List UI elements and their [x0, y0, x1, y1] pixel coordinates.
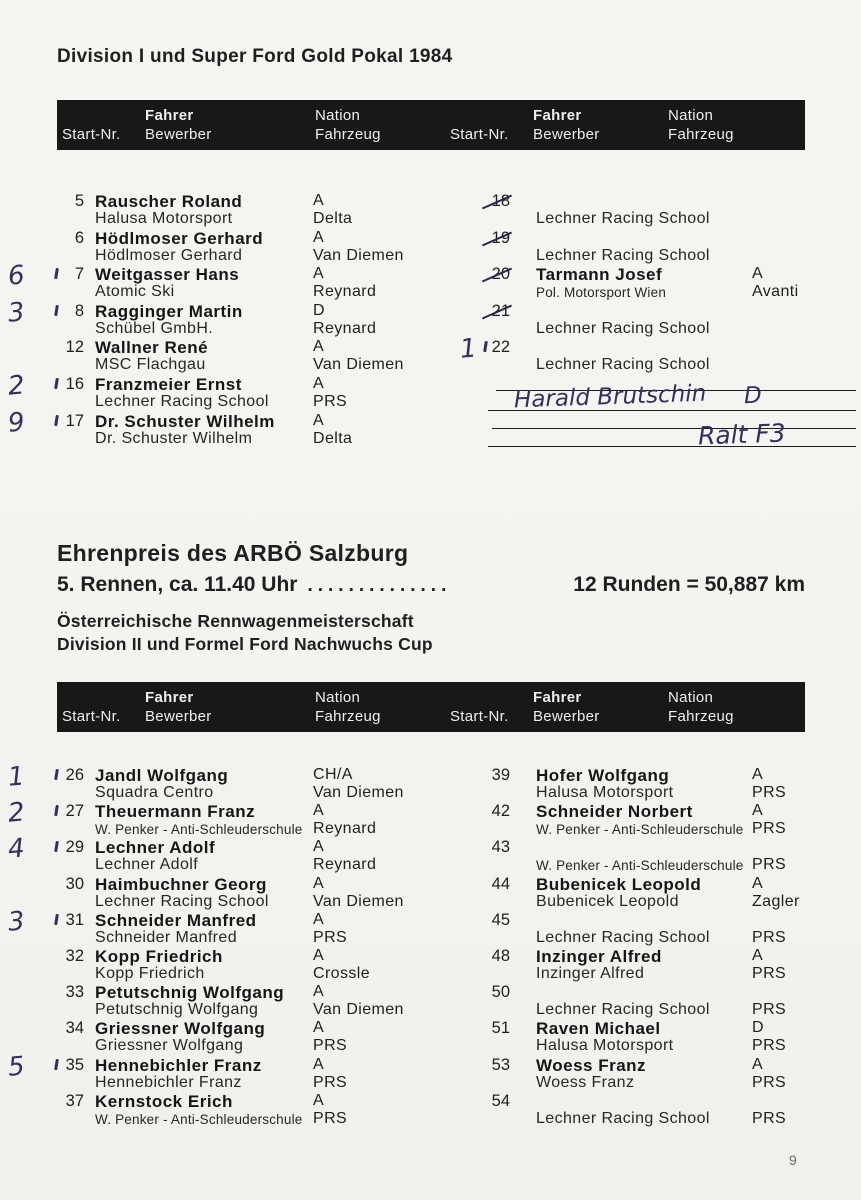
entrant-name: Inzinger Alfred [536, 965, 645, 982]
header-fahrzeug: Fahrzeug [315, 126, 381, 143]
car-name: PRS [313, 393, 348, 410]
handwritten-car: Ralt F3 [697, 418, 787, 451]
entry-row [430, 766, 861, 803]
car-name: Van Diemen [313, 784, 404, 801]
driver-name: Haimbuchner Georg [95, 874, 267, 894]
start-number: 51 [491, 1019, 510, 1038]
driver-name: Schneider Manfred [95, 910, 257, 930]
nation-code: A [752, 802, 764, 820]
entry-row [430, 1019, 861, 1056]
car-name: PRS [313, 1109, 348, 1127]
entrant-name: Squadra Centro [95, 784, 214, 801]
entry-row [430, 229, 861, 266]
entrant-name: Pol. Motorsport Wien [536, 285, 667, 301]
entry-row [430, 911, 861, 948]
entry-row [0, 297, 430, 339]
entry-row [0, 983, 430, 1020]
entrant-name: MSC Flachgau [95, 356, 206, 374]
header-fahrzeug: Fahrzeug [668, 708, 734, 725]
car-name: PRS [752, 1109, 787, 1127]
start-number: 43 [491, 838, 510, 857]
handwritten-number: 9 [6, 406, 26, 439]
entrant-name: Bubenicek Leopold [536, 892, 679, 910]
nation-code: A [313, 947, 325, 964]
page-number: 9 [789, 1152, 797, 1168]
entrant-name: Lechner Racing School [95, 892, 269, 910]
entrant-name: W. Penker - Anti-Schleuderschule [536, 822, 744, 838]
nation-code: A [313, 375, 325, 392]
start-number: 5 [74, 192, 84, 210]
nation-code: A [313, 228, 325, 246]
car-name: Delta [313, 210, 353, 227]
driver-name: Ragginger Martin [95, 301, 243, 321]
entrant-name: W. Penker - Anti-Schleuderschule [95, 822, 303, 838]
header-nation: Nation [315, 107, 361, 124]
start-number: 35 [65, 1055, 84, 1074]
nation-code: A [313, 874, 325, 892]
entrant-name: Dr. Schuster Wilhelm [95, 429, 253, 447]
entry-row [0, 338, 430, 375]
start-number: 29 [65, 838, 84, 857]
driver-name: Wallner René [95, 338, 209, 358]
driver-name: Hofer Wolfgang [536, 766, 670, 785]
handwritten-number: 2 [6, 370, 26, 402]
start-number: 17 [65, 411, 84, 430]
entry-row [430, 265, 861, 302]
entrant-name: Lechner Racing School [536, 1001, 710, 1019]
car-name: Delta [313, 429, 353, 447]
entrant-name: Lechner Adolf [95, 856, 199, 874]
start-number: 32 [65, 947, 84, 965]
car-name: PRS [752, 820, 787, 838]
header-start-nr: Start-Nr. [62, 708, 121, 725]
header-nation: Nation [668, 689, 714, 706]
entrant-name: Atomic Ski [95, 283, 175, 301]
entry-row [430, 1056, 861, 1093]
driver-name: Petutschnig Wolfgang [95, 983, 285, 1003]
start-number: 33 [65, 983, 84, 1002]
entrant-name: Schneider Manfred [95, 928, 237, 946]
entrant-name: Griessner Wolfgang [95, 1037, 244, 1055]
car-name: PRS [313, 1037, 348, 1055]
entry-row [0, 761, 430, 803]
nation-code: A [313, 983, 325, 1001]
nation-code: A [313, 1019, 325, 1037]
nation-code: A [313, 1091, 325, 1109]
entry-row [0, 229, 430, 266]
driver-name: Inzinger Alfred [536, 947, 662, 966]
handwritten-driver-name: Harald Brutschin [513, 380, 707, 414]
start-number: 34 [65, 1019, 84, 1038]
handwritten-number: 1 [458, 333, 478, 366]
header-start-nr: Start-Nr. [450, 126, 509, 143]
nation-code: A [313, 265, 325, 283]
car-name: PRS [752, 928, 787, 946]
entrant-name: Lechner Racing School [536, 1109, 710, 1127]
entry-row [0, 370, 430, 412]
entry-row [0, 192, 430, 229]
header-fahrer: Fahrer [533, 689, 582, 706]
nation-code: D [752, 1019, 764, 1037]
nation-code: A [313, 411, 325, 429]
handwritten-number: 1 [6, 761, 26, 793]
ruled-line [488, 446, 856, 447]
table2-right-column [430, 766, 861, 1156]
start-number: 12 [65, 338, 84, 357]
entry-row [430, 875, 861, 912]
dot-leader: .............. [307, 575, 452, 596]
entry-row [0, 875, 430, 912]
entrant-name: W. Penker - Anti-Schleuderschule [95, 1111, 303, 1127]
start-number: 22 [491, 338, 510, 357]
driver-name: Woess Franz [536, 1055, 647, 1075]
nation-code: A [313, 1055, 325, 1073]
entrant-name: Petutschnig Wolfgang [95, 1001, 259, 1019]
table1-header-bar [57, 100, 805, 150]
car-name: Avanti [752, 283, 799, 301]
header-fahrer: Fahrer [533, 107, 582, 124]
entrant-name: Lechner Racing School [536, 319, 710, 337]
header-nation: Nation [668, 107, 714, 124]
car-name: Van Diemen [313, 892, 404, 910]
driver-name: Weitgasser Hans [95, 265, 240, 285]
driver-name: Kopp Friedrich [95, 947, 223, 966]
header-bewerber: Bewerber [145, 126, 212, 143]
start-number: 18 [460, 192, 510, 211]
entry-row [430, 838, 861, 875]
nation-code: A [752, 947, 764, 964]
championship-line: Österreichische Rennwagenmeisterschaft [57, 611, 414, 631]
start-number: 50 [491, 983, 510, 1002]
nation-code: A [752, 766, 764, 783]
header-fahrzeug: Fahrzeug [668, 126, 734, 143]
start-number: 30 [65, 874, 84, 893]
handwritten-nation: D [743, 382, 763, 410]
header-bewerber: Bewerber [533, 708, 600, 725]
car-name: PRS [752, 965, 787, 982]
nation-code: A [313, 192, 325, 209]
car-name: Reynard [313, 856, 377, 874]
car-name: PRS [752, 1001, 787, 1019]
ruled-line [492, 428, 856, 429]
entrant-name: Kopp Friedrich [95, 965, 205, 982]
start-number: 44 [491, 874, 510, 893]
nation-code: A [752, 874, 764, 892]
car-name: PRS [752, 1073, 787, 1091]
table2-left-column [0, 761, 430, 1156]
handwritten-number: 5 [6, 1050, 26, 1083]
entrant-name: Woess Franz [536, 1073, 635, 1091]
driver-name: Griessner Wolfgang [95, 1019, 266, 1039]
entrant-name: Lechner Racing School [536, 210, 710, 227]
driver-name: Hödlmoser Gerhard [95, 228, 264, 248]
start-number: 54 [491, 1091, 510, 1110]
car-name: Reynard [313, 283, 377, 301]
entrant-name: Lechner Racing School [536, 246, 710, 264]
entry-row [430, 947, 861, 984]
driver-name: Schneider Norbert [536, 802, 693, 822]
car-name: PRS [313, 928, 348, 946]
driver-name: Raven Michael [536, 1019, 661, 1039]
driver-name: Kernstock Erich [95, 1091, 233, 1111]
table2-header-bar [57, 682, 805, 732]
header-bewerber: Bewerber [533, 126, 600, 143]
driver-name: Rauscher Roland [95, 192, 243, 211]
race-info-line [57, 573, 805, 597]
driver-name: Jandl Wolfgang [95, 766, 229, 785]
handwritten-number: 3 [6, 906, 26, 938]
start-number: 39 [491, 766, 510, 784]
driver-name: Tarmann Josef [536, 265, 663, 285]
start-number: 42 [491, 802, 510, 821]
entry-row [430, 1092, 861, 1129]
section2-title: Ehrenpreis des ARBÖ Salzburg [57, 540, 409, 566]
driver-name: Bubenicek Leopold [536, 874, 702, 894]
entrant-name: Lechner Racing School [536, 356, 710, 374]
nation-code: A [752, 265, 764, 283]
entrant-name: Hödlmoser Gerhard [95, 246, 243, 264]
header-fahrer: Fahrer [145, 107, 194, 124]
division-line: Division II und Formel Ford Nachwuchs Cup [57, 634, 433, 654]
driver-name: Hennebichler Franz [95, 1055, 262, 1075]
entry-row [0, 260, 430, 302]
entry-row [0, 406, 430, 449]
driver-name: Theuermann Franz [95, 802, 256, 822]
entrant-name: Lechner Racing School [95, 393, 269, 410]
table1-right-column [430, 192, 861, 472]
entrant-name: W. Penker - Anti-Schleuderschule [536, 858, 744, 874]
header-nation: Nation [315, 689, 361, 706]
car-name: PRS [752, 1037, 787, 1055]
start-number: 26 [65, 766, 84, 784]
entry-row [0, 833, 430, 875]
nation-code: A [313, 910, 325, 928]
start-number: 27 [65, 802, 84, 821]
start-number: 16 [65, 375, 84, 393]
header-fahrzeug: Fahrzeug [315, 708, 381, 725]
car-name: PRS [313, 1073, 348, 1091]
start-number: 48 [491, 947, 510, 965]
start-number: 37 [65, 1091, 84, 1110]
car-name: Zagler [752, 892, 800, 910]
section1-title: Division I und Super Ford Gold Pokal 1984 [57, 46, 453, 67]
car-name: Crossle [313, 965, 371, 982]
car-name: Van Diemen [313, 356, 404, 374]
entry-row [430, 333, 861, 375]
car-name: Reynard [313, 319, 377, 337]
entrant-name: Halusa Motorsport [536, 784, 674, 801]
nation-code: A [752, 1055, 764, 1073]
start-number: 19 [460, 229, 510, 248]
nation-code: A [313, 802, 325, 820]
nation-code: A [313, 838, 325, 856]
car-name: Reynard [313, 820, 377, 838]
entry-row [0, 1019, 430, 1056]
entrant-name: Hennebichler Franz [95, 1073, 242, 1091]
nation-code: A [313, 338, 325, 356]
handwritten-number: 2 [6, 797, 26, 829]
table1-left-column [0, 192, 430, 472]
driver-name: Franzmeier Ernst [95, 375, 242, 394]
entry-row [0, 1050, 430, 1093]
nation-code: CH/A [313, 766, 353, 783]
start-number: 53 [491, 1055, 510, 1074]
car-name: PRS [752, 784, 787, 801]
entry-row [0, 797, 430, 839]
driver-name: Lechner Adolf [95, 838, 216, 858]
entry-row [0, 947, 430, 984]
handwritten-number: 4 [6, 833, 26, 866]
entrant-name: Halusa Motorsport [536, 1037, 674, 1055]
header-start-nr: Start-Nr. [62, 126, 121, 143]
start-number: 20 [460, 265, 510, 284]
entry-row [0, 906, 430, 948]
entry-row [0, 1092, 430, 1129]
entry-row [430, 192, 861, 229]
start-number: 6 [74, 228, 84, 247]
start-number: 45 [491, 910, 510, 929]
race-distance: 12 Runden = 50,887 km [573, 573, 805, 596]
entrant-name: Lechner Racing School [536, 928, 710, 946]
start-number: 7 [74, 265, 84, 284]
header-bewerber: Bewerber [145, 708, 212, 725]
entrant-name: Halusa Motorsport [95, 210, 233, 227]
car-name: PRS [752, 856, 787, 874]
start-number: 8 [74, 301, 84, 320]
entry-row [430, 983, 861, 1020]
nation-code: D [313, 301, 325, 319]
start-number: 31 [65, 910, 84, 929]
entry-row [430, 802, 861, 839]
handwritten-number: 6 [6, 260, 26, 292]
race-time: 5. Rennen, ca. 11.40 Uhr [57, 573, 298, 596]
driver-name: Dr. Schuster Wilhelm [95, 411, 275, 431]
entry-row [430, 302, 861, 339]
start-number: 21 [460, 302, 510, 321]
handwritten-number: 3 [6, 297, 26, 329]
header-fahrer: Fahrer [145, 689, 194, 706]
car-name: Van Diemen [313, 246, 404, 264]
car-name: Van Diemen [313, 1001, 404, 1019]
entrant-name: Schübel GmbH. [95, 319, 214, 337]
header-start-nr: Start-Nr. [450, 708, 509, 725]
